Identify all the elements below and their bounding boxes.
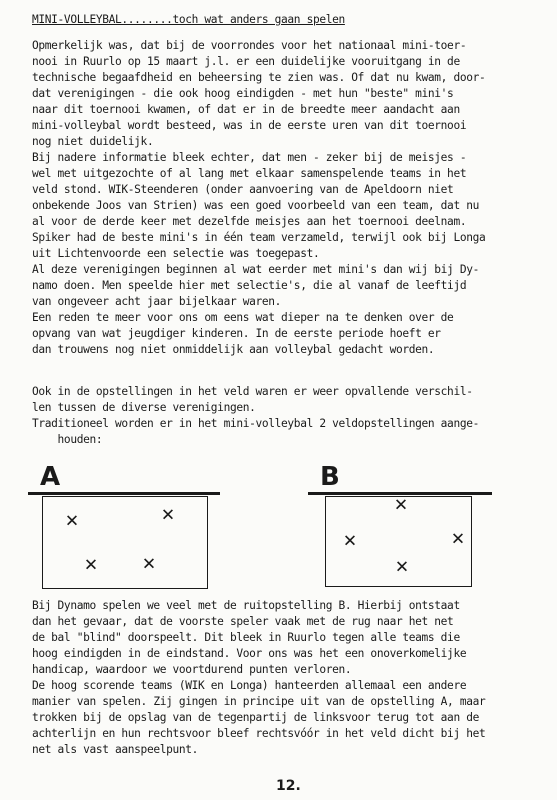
- text-line: achterlijn en hun rechtsvoor bleef rechtsvóór in het veld dicht bij het: [32, 727, 486, 740]
- text-line: Al deze verenigingen beginnen al wat eerder met mini's dan wij bij Dy-: [32, 263, 479, 276]
- player-marker: ✕: [141, 554, 157, 575]
- text-line: mini-volleybal wordt besteed, was in de eerste uren van dit toernooi: [32, 119, 467, 132]
- text-line: nog niet duidelijk.: [32, 135, 154, 148]
- text-line: Traditioneel worden er in het mini-volleybal 2 veldopstellingen aange-: [32, 417, 479, 430]
- text-line: technische begaafdheid en beheersing te zien was. Of dat nu kwam, door-: [32, 71, 486, 84]
- player-marker: ✕: [64, 511, 80, 532]
- player-marker: ✕: [450, 529, 466, 550]
- text-line: trokken bij de opslag van de tegenpartij de linksvoor terug tot aan de: [32, 711, 479, 724]
- text-line: onbekende Joos van Strien) was een goed voorbeeld van een team, dat nu: [32, 199, 479, 212]
- article-title: MINI-VOLLEYBAL........toch wat anders gaan spelen: [32, 13, 345, 26]
- text-line: al voor de derde keer met dezelfde meisjes aan het toernooi deelnam.: [32, 215, 467, 228]
- text-line: dan het gevaar, dat de voorste speler vaak met de rug naar het net: [32, 615, 454, 628]
- text-line: De hoog scorende teams (WIK en Longa) hanteerden allemaal een andere: [32, 679, 467, 692]
- text-line: uit Lichtenvoorde een selectie was toegepast.: [32, 247, 320, 260]
- diagram-label-a: A: [40, 462, 61, 492]
- text-line: naar dit toernooi kwamen, of dat er in de breedte meer aandacht aan: [32, 103, 460, 116]
- text-line: Bij nadere informatie bleek echter, dat men - zeker bij de meisjes -: [32, 151, 467, 164]
- text-line: Opmerkelijk was, dat bij de voorrondes voor het nationaal mini-toer-: [32, 39, 467, 52]
- text-line: namo doen. Men speelde hier met selectie's, die al vanaf de leeftijd: [32, 279, 467, 292]
- text-line: handicap, waardoor we voortdurend punten verloren.: [32, 663, 352, 676]
- player-marker: ✕: [342, 531, 358, 552]
- page-number: 12.: [276, 778, 301, 794]
- player-marker: ✕: [393, 495, 409, 516]
- text-line: Spiker had de beste mini's in één team verzameld, terwijl ook bij Longa: [32, 231, 486, 244]
- text-line: Bij Dynamo spelen we veel met de ruitopstelling B. Hierbij ontstaat: [32, 599, 460, 612]
- text-line: Een reden te meer voor ons om eens wat dieper na te denken over de: [32, 311, 454, 324]
- text-line: manier van spelen. Zij gingen in principe uit van de opstelling A, maar: [32, 695, 486, 708]
- player-marker: ✕: [83, 555, 99, 576]
- court-a: [42, 496, 208, 589]
- text-line: len tussen de diverse verenigingen.: [32, 401, 256, 414]
- text-line: veld stond. WIK-Steenderen (onder aanvoering van de Apeldoorn niet: [32, 183, 454, 196]
- text-line: Ook in de opstellingen in het veld waren er weer opvallende verschil-: [32, 385, 473, 398]
- text-line: houden:: [32, 433, 103, 446]
- text-line: wel met uitgezochte of al lang met elkaar samenspelende teams in het: [32, 167, 467, 180]
- text-line: van ongeveer acht jaar bijelkaar waren.: [32, 295, 282, 308]
- text-line: opvang van wat jeugdiger kinderen. In de eerste periode hoeft er: [32, 327, 441, 340]
- text-line: dan trouwens nog niet onmiddelijk aan volleybal gedacht worden.: [32, 343, 435, 356]
- net-line-a: [28, 492, 220, 495]
- diagram-label-b: B: [320, 462, 340, 492]
- text-line: net als vast aanspeelpunt.: [32, 743, 199, 756]
- text-line: de bal "blind" doorspeelt. Dit bleek in Ruurlo tegen alle teams die: [32, 631, 460, 644]
- text-line: hoog eindigden in de eindstand. Voor ons was het een onoverkomelijke: [32, 647, 467, 660]
- text-line: nooi in Ruurlo op 15 maart j.l. er een duidelijke vooruitgang in de: [32, 55, 460, 68]
- player-marker: ✕: [394, 557, 410, 578]
- text-line: dat verenigingen - die ook hoog eindigden - met hun "beste" mini's: [32, 87, 454, 100]
- player-marker: ✕: [160, 505, 176, 526]
